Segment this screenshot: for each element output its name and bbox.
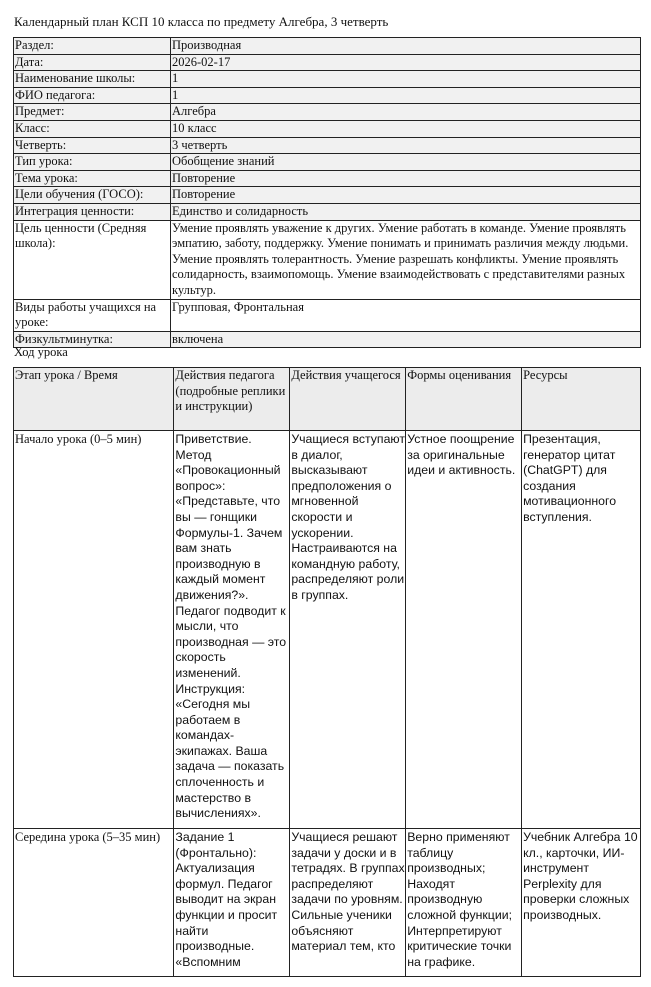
info-value: Повторение xyxy=(171,187,641,204)
info-label: Дата: xyxy=(14,54,171,71)
header-stage: Этап урока / Время xyxy=(14,368,174,431)
info-label: ФИО педагога: xyxy=(14,87,171,104)
teacher-actions-cell: Приветствие. Метод «Провокационный вопрос»: «Представьте, что вы — гонщики Формулы-1. Зачем вам знать производную в каждый момент движения?». Педагог подводит к мысли, что производная — это скорость изменений. Инструкция: «Сегодня мы работаем в командах-экипажах. Ваша задача — показать сплоченность и мастерство в вычислениях». xyxy=(174,431,290,829)
info-row xyxy=(14,71,641,88)
stage-cell: Начало урока (0–5 мин) xyxy=(14,431,174,829)
header-teacher-actions: Действия педагога (подробные реплики и инструкции) xyxy=(174,368,290,431)
lesson-plan-table xyxy=(13,367,641,977)
student-actions-cell: Учащиеся вступают в диалог, высказывают предположения о мгновенной скорости и ускорении. Настраиваются на командную работу, распределяют роли в группах. xyxy=(290,431,406,829)
info-value: 3 четверть xyxy=(171,137,641,154)
lesson-flow-heading: Ход урока xyxy=(14,345,68,359)
info-label: Виды работы учащихся на уроке: xyxy=(14,299,171,331)
teacher-actions-cell: Задание 1 (Фронтально): Актуализация формул. Педагог выводит на экран функции и просит найти производные. «Вспомним xyxy=(174,829,290,977)
assessment-cell: Устное поощрение за оригинальные идеи и активность. xyxy=(406,431,522,829)
info-row xyxy=(14,220,641,299)
info-row xyxy=(14,87,641,104)
info-label: Четверть: xyxy=(14,137,171,154)
plan-row-middle xyxy=(14,829,641,977)
info-label: Раздел: xyxy=(14,38,171,55)
header-assessment: Формы оценивания xyxy=(406,368,522,431)
info-label: Цель ценности (Средняя школа): xyxy=(14,220,171,299)
info-row xyxy=(14,120,641,137)
stage-cell: Середина урока (5–35 мин) xyxy=(14,829,174,977)
info-value: включена xyxy=(171,331,641,348)
info-row xyxy=(14,154,641,171)
info-label: Цели обучения (ГОСО): xyxy=(14,187,171,204)
page-title: Календарный план КСП 10 класса по предмету Алгебра, 3 четверть xyxy=(14,14,389,29)
header-student-actions: Действия учащегося xyxy=(290,368,406,431)
info-label: Интеграция ценности: xyxy=(14,203,171,220)
lesson-info-table xyxy=(13,37,641,348)
assessment-cell: Верно применяют таблицу производных; Находят производную сложной функции; Интерпретируют критические точки на графике. xyxy=(406,829,522,977)
info-row xyxy=(14,170,641,187)
info-row xyxy=(14,299,641,331)
student-actions-cell: Учащиеся решают задачи у доски и в тетрадях. В группах распределяют задачи по уровням. Сильные ученики объясняют материал тем, кто xyxy=(290,829,406,977)
info-label: Физкультминутка: xyxy=(14,331,171,348)
info-label: Тип урока: xyxy=(14,154,171,171)
info-row xyxy=(14,331,641,348)
info-row xyxy=(14,203,641,220)
plan-header-row xyxy=(14,368,641,431)
info-row xyxy=(14,104,641,121)
info-row xyxy=(14,54,641,71)
info-row xyxy=(14,137,641,154)
info-row xyxy=(14,38,641,55)
info-value: Обобщение знаний xyxy=(171,154,641,171)
info-value: Групповая, Фронтальная xyxy=(171,299,641,331)
info-value: 2026-02-17 xyxy=(171,54,641,71)
resources-cell: Презентация, генератор цитат (ChatGPT) для создания мотивационного вступления. xyxy=(522,431,641,829)
info-value: Производная xyxy=(171,38,641,55)
info-value: 10 класс xyxy=(171,120,641,137)
info-value: 1 xyxy=(171,87,641,104)
header-resources: Ресурсы xyxy=(522,368,641,431)
info-value: Умение проявлять уважение к других. Умение работать в команде. Умение проявлять эмпатию, заботу, поддержку. Умение понимать и принимать различия между людьми. Умение проявлять толерантность. Умение разрешать конфликты. Умение проявлять солидарность, взаимопомощь. Умение взаимодействовать с представителями разных культур. xyxy=(171,220,641,299)
info-label: Тема урока: xyxy=(14,170,171,187)
info-row xyxy=(14,187,641,204)
info-label: Класс: xyxy=(14,120,171,137)
info-value: 1 xyxy=(171,71,641,88)
info-value: Единство и солидарность xyxy=(171,203,641,220)
resources-cell: Учебник Алгебра 10 кл., карточки, ИИ-инструмент Perplexity для проверки сложных производных. xyxy=(522,829,641,977)
info-label: Наименование школы: xyxy=(14,71,171,88)
plan-row-start xyxy=(14,431,641,829)
info-label: Предмет: xyxy=(14,104,171,121)
info-value: Повторение xyxy=(171,170,641,187)
info-value: Алгебра xyxy=(171,104,641,121)
